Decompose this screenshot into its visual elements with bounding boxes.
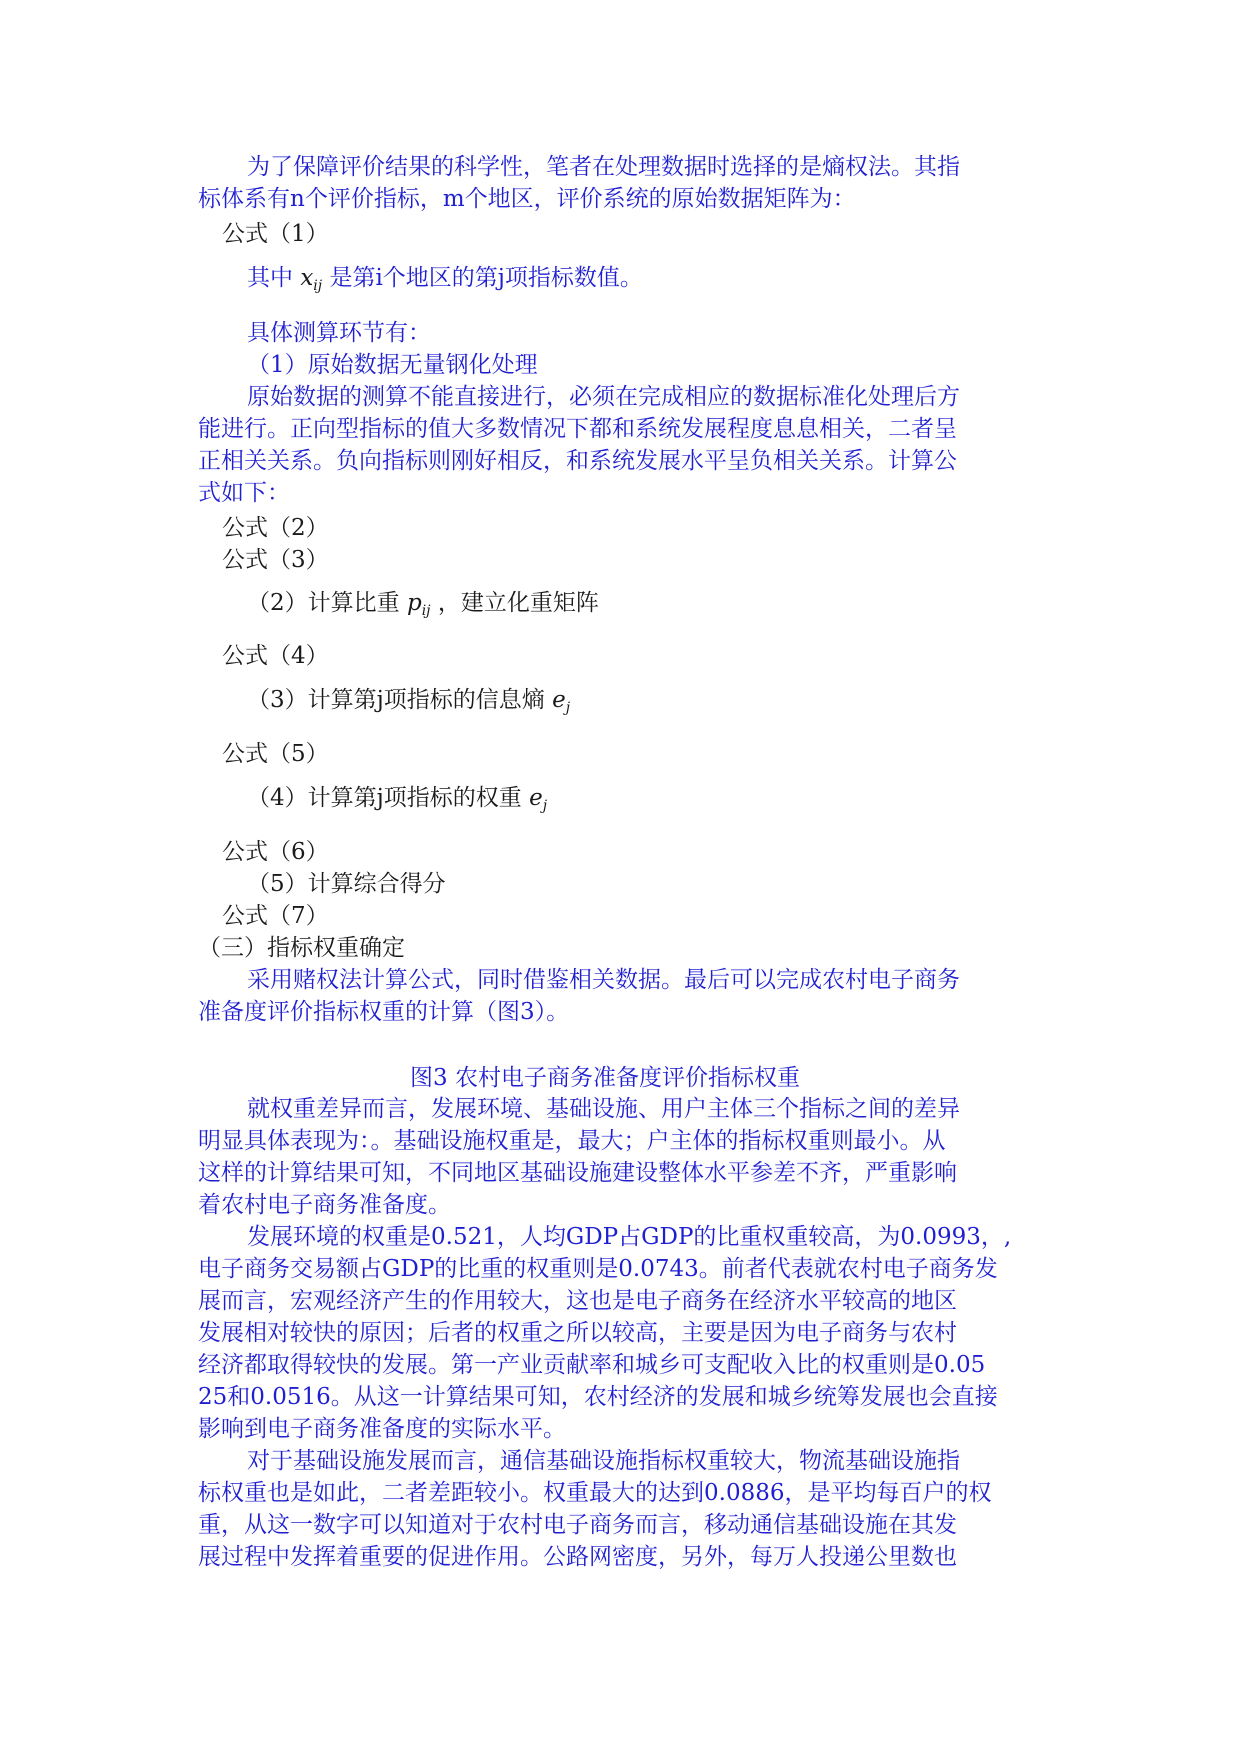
step-2-post-text: ，建立化重矩阵 [437, 590, 599, 616]
formula-2-label: 公式（2） [222, 515, 329, 541]
para-1-line-2: 明显具体表现为：。基础设施权重是，最大；户主体的指标权重则最小。从 [198, 1128, 946, 1154]
step-1-title: （1）原始数据无量钢化处理 [247, 352, 538, 378]
para-2-line-2: 电子商务交易额占GDP的比重的权重则是0.0743。前者代表就农村电子商务发 [198, 1256, 998, 1282]
formula-4-label: 公式（4） [222, 643, 329, 669]
step-2-pre-text: （2）计算比重 [247, 590, 400, 616]
xij-definition [247, 263, 643, 301]
para-1-line-4: 着农村电子商务准备度。 [198, 1192, 451, 1218]
formula-5-label: 公式（5） [222, 741, 329, 767]
formula-1-label: 公式（1） [222, 221, 329, 247]
xij-variable: x [300, 265, 314, 291]
para-2-line-1: 发展环境的权重是0.521，人均GDP占GDP的比重权重较高，为0.0993，, [247, 1224, 1012, 1250]
formula-6-label: 公式（6） [222, 839, 329, 865]
para-2-line-7: 影响到电子商务准备度的实际水平。 [198, 1416, 566, 1442]
xij-post-text: 是第i个地区的第j项指标数值。 [329, 265, 643, 291]
steps-title: 具体测算环节有： [247, 320, 431, 346]
step-4-pre-text: （4）计算第j项指标的权重 [247, 785, 522, 811]
step-2-variable: p [406, 590, 422, 616]
intro-line-1: 为了保障评价结果的科学性，笔者在处理数据时选择的是熵权法。其指 [247, 154, 960, 180]
step-3-title [247, 685, 570, 723]
xij-subscript: ij [313, 278, 323, 294]
para-2-line-5: 经济都取得较快的发展。第一产业贡献率和城乡可支配收入比的权重则是0.05 [198, 1352, 986, 1378]
para-2-line-6: 25和0.0516。从这一计算结果可知，农村经济的发展和城乡统筹发展也会直接 [198, 1384, 998, 1410]
para-3-line-3: 重，从这一数字可以知道对于农村电子商务而言，移动通信基础设施在其发 [198, 1512, 957, 1538]
para-1-line-3: 这样的计算结果可知，不同地区基础设施建设整体水平参差不齐，严重影响 [198, 1160, 957, 1186]
intro-line-2: 标体系有n个评价指标，m个地区，评价系统的原始数据矩阵为： [198, 186, 856, 212]
step-1-line-2: 能进行。正向型指标的值大多数情况下都和系统发展程度息息相关，二者呈 [198, 416, 957, 442]
step-5-title: （5）计算综合得分 [247, 871, 446, 897]
para-2-line-4: 发展相对较快的原因；后者的权重之所以较高，主要是因为电子商务与农村 [198, 1320, 957, 1346]
para-3-line-2: 标权重也是如此，二者差距较小。权重最大的达到0.0886，是平均每百户的权 [198, 1480, 992, 1506]
figure-3-caption: 图3 农村电子商务准备度评价指标权重 [410, 1065, 800, 1091]
xij-pre-text: 其中 [247, 265, 293, 291]
step-2-title [247, 588, 599, 626]
step-1-line-4: 式如下： [198, 480, 290, 506]
step-3-variable: e [552, 687, 566, 713]
formula-7-label: 公式（7） [222, 903, 329, 929]
step-3-subscript: j [565, 700, 571, 716]
para-3-line-4: 展过程中发挥着重要的促进作用。公路网密度，另外，每万人投递公里数也 [198, 1544, 957, 1570]
section-3-title: （三）指标权重确定 [198, 935, 405, 961]
para-1-line-1: 就权重差异而言，发展环境、基础设施、用户主体三个指标之间的差异 [247, 1096, 960, 1122]
step-4-variable: e [529, 785, 543, 811]
step-2-subscript: ij [421, 603, 431, 619]
step-3-pre-text: （3）计算第j项指标的信息熵 [247, 687, 545, 713]
para-2-line-3: 展而言，宏观经济产生的作用较大，这也是电子商务在经济水平较高的地区 [198, 1288, 957, 1314]
step-4-title [247, 783, 547, 821]
formula-3-label: 公式（3） [222, 547, 329, 573]
step-1-line-1: 原始数据的测算不能直接进行，必须在完成相应的数据标准化处理后方 [247, 384, 960, 410]
section-3-line-2: 准备度评价指标权重的计算（图3）。 [198, 999, 570, 1025]
step-1-line-3: 正相关关系。负向指标则刚好相反，和系统发展水平呈负相关关系。计算公 [198, 448, 957, 474]
step-4-subscript: j [542, 798, 548, 814]
section-3-line-1: 采用赌权法计算公式，同时借鉴相关数据。最后可以完成农村电子商务 [247, 967, 960, 993]
para-3-line-1: 对于基础设施发展而言，通信基础设施指标权重较大，物流基础设施指 [247, 1448, 960, 1474]
